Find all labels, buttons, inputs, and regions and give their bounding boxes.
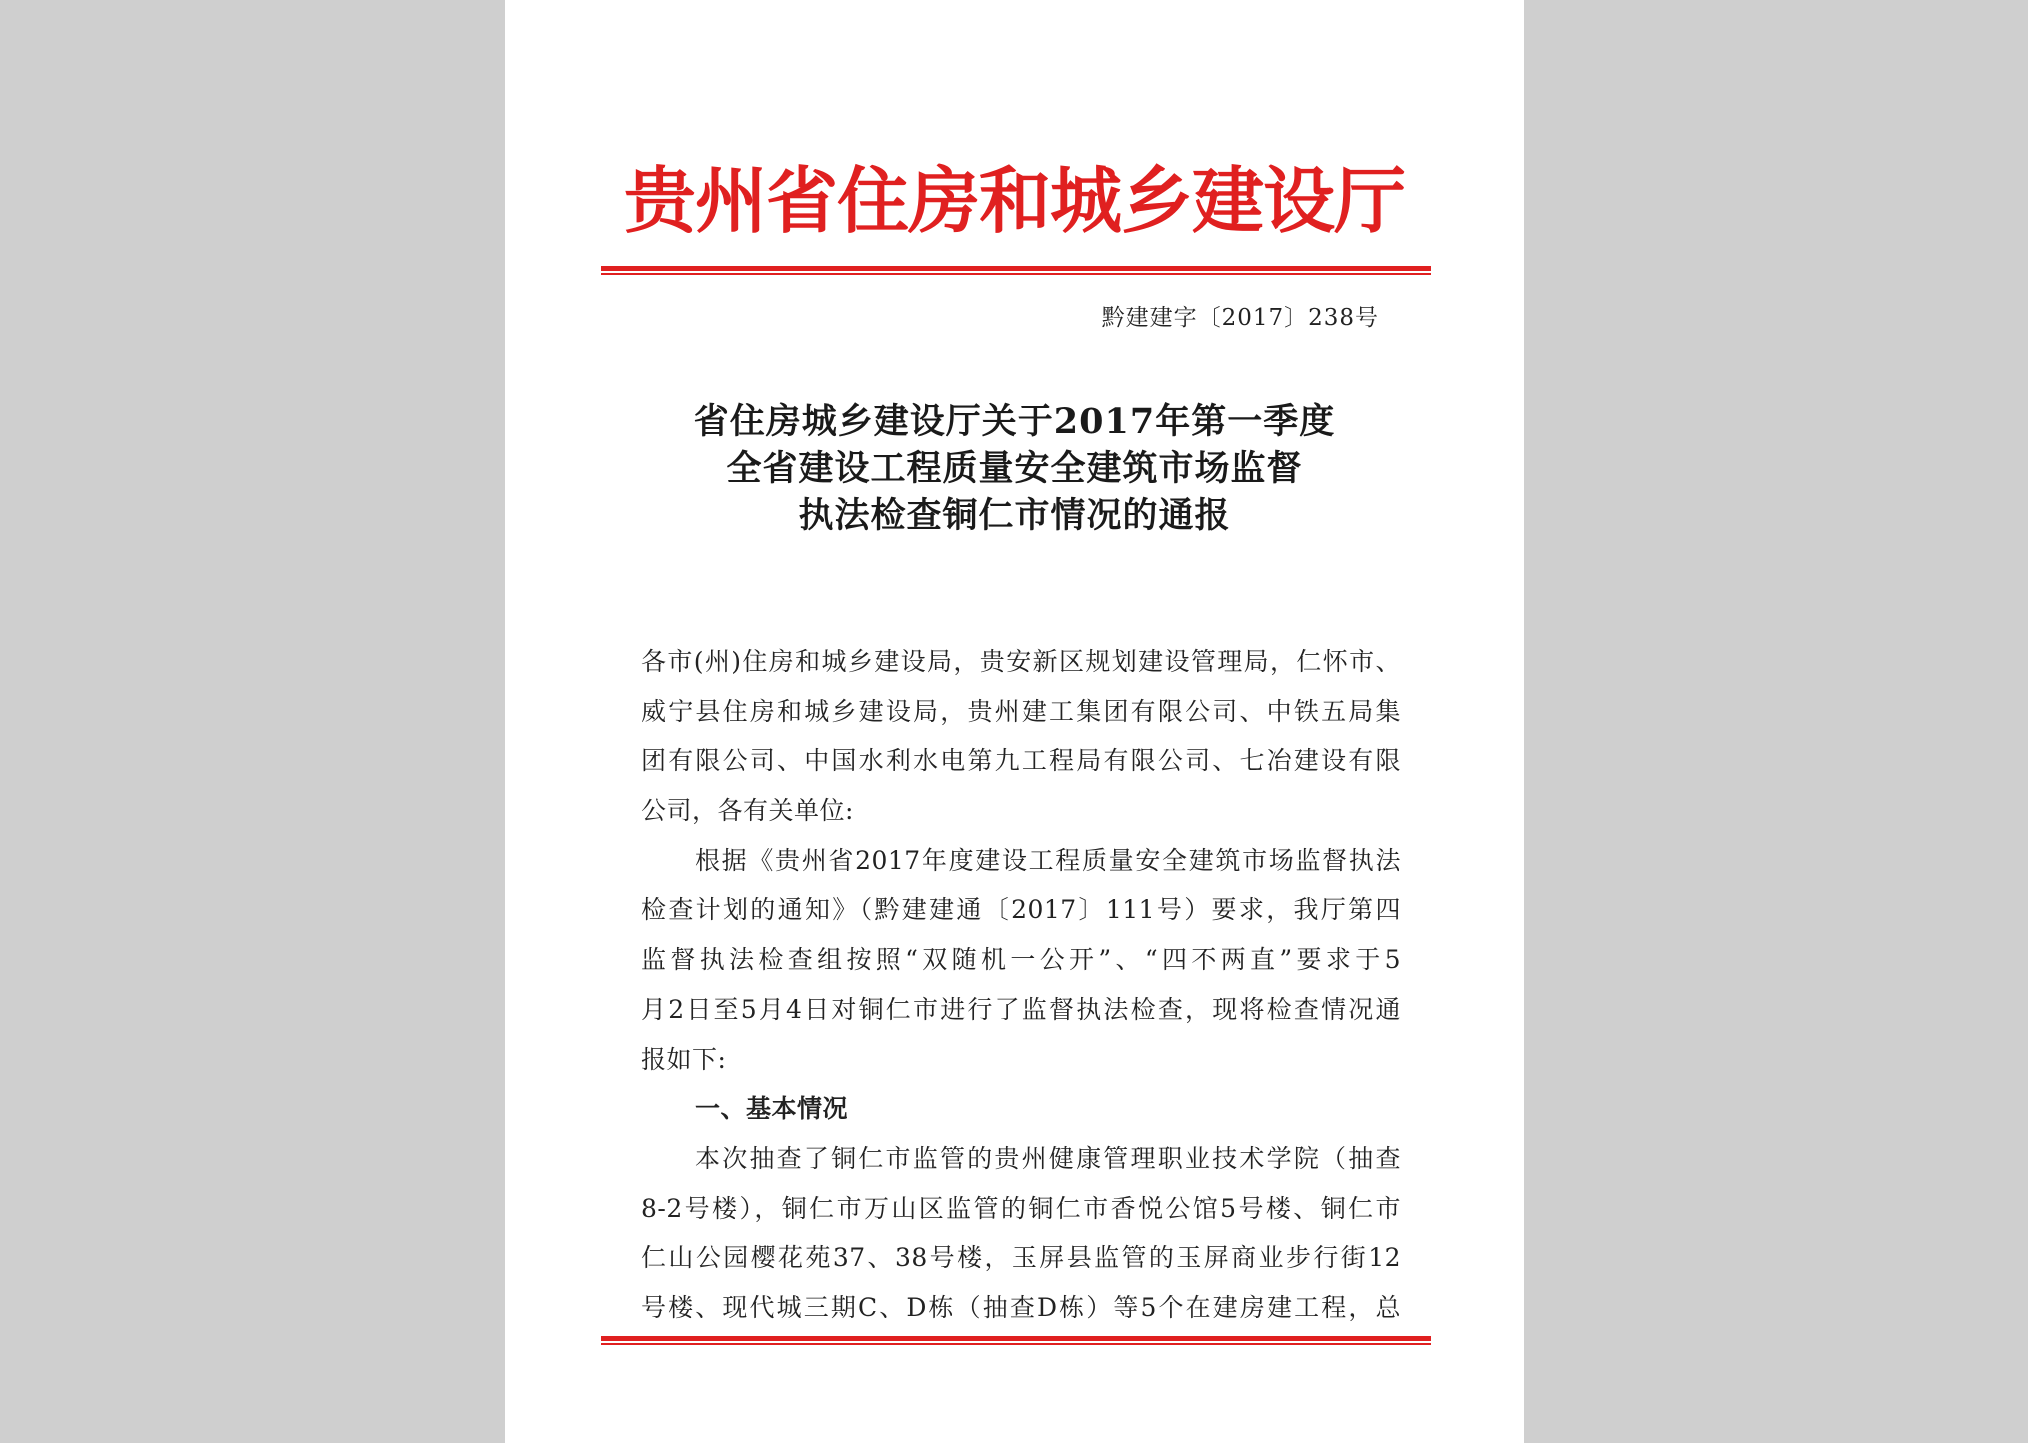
- body-line: 根据《贵州省2017年度建设工程质量安全建筑市场监督执法: [695, 845, 1401, 875]
- header-red-rule: [601, 266, 1431, 276]
- title-line: 省住房城乡建设厅关于2017年第一季度: [693, 401, 1336, 442]
- document-number: 黔建建字〔2017〕238号: [1101, 305, 1379, 331]
- body-line: 本次抽查了铜仁市监管的贵州健康管理职业技术学院（抽查: [695, 1143, 1401, 1173]
- document-page: [505, 0, 1524, 1443]
- rule-thick-line: [601, 1336, 1431, 1341]
- body-line: 公司，各有关单位:: [641, 796, 854, 826]
- rule-thin-line: [601, 1343, 1431, 1345]
- title-line: 全省建设工程质量安全建筑市场监督: [726, 448, 1303, 489]
- section-heading: 一、基本情况: [695, 1094, 849, 1124]
- body-line: 监督执法检查组按照“双随机一公开”、“四不两直”要求于5: [641, 945, 1401, 975]
- title-line: 执法检查铜仁市情况的通报: [798, 495, 1231, 536]
- rule-thin-line: [601, 273, 1431, 275]
- footer-red-rule: [601, 1336, 1431, 1346]
- body-line: 检查计划的通知》（黔建建通〔2017〕111号）要求，我厅第四: [641, 895, 1401, 925]
- body-line: 报如下:: [641, 1044, 727, 1074]
- body-line: 团有限公司、中国水利水电第九工程局有限公司、七冶建设有限: [641, 746, 1401, 776]
- document-title: [505, 398, 1524, 539]
- body-line: 威宁县住房和城乡建设局，贵州建工集团有限公司、中铁五局集: [641, 696, 1401, 726]
- rule-thick-line: [601, 266, 1431, 271]
- document-body: [641, 637, 1401, 1333]
- body-line: 号楼、现代城三期C、D栋（抽查D栋）等5个在建房建工程，总: [641, 1292, 1401, 1322]
- body-line: 8-2号楼），铜仁市万山区监管的铜仁市香悦公馆5号楼、铜仁市: [641, 1193, 1401, 1223]
- body-line: 仁山公园樱花苑37、38号楼，玉屏县监管的玉屏商业步行街12: [641, 1243, 1401, 1273]
- issuer-header-title: 贵州省住房和城乡建设厅: [623, 158, 1405, 243]
- body-line: 月2日至5月4日对铜仁市进行了监督执法检查，现将检查情况通: [641, 994, 1401, 1024]
- body-line: 各市(州)住房和城乡建设局，贵安新区规划建设管理局，仁怀市、: [641, 647, 1401, 676]
